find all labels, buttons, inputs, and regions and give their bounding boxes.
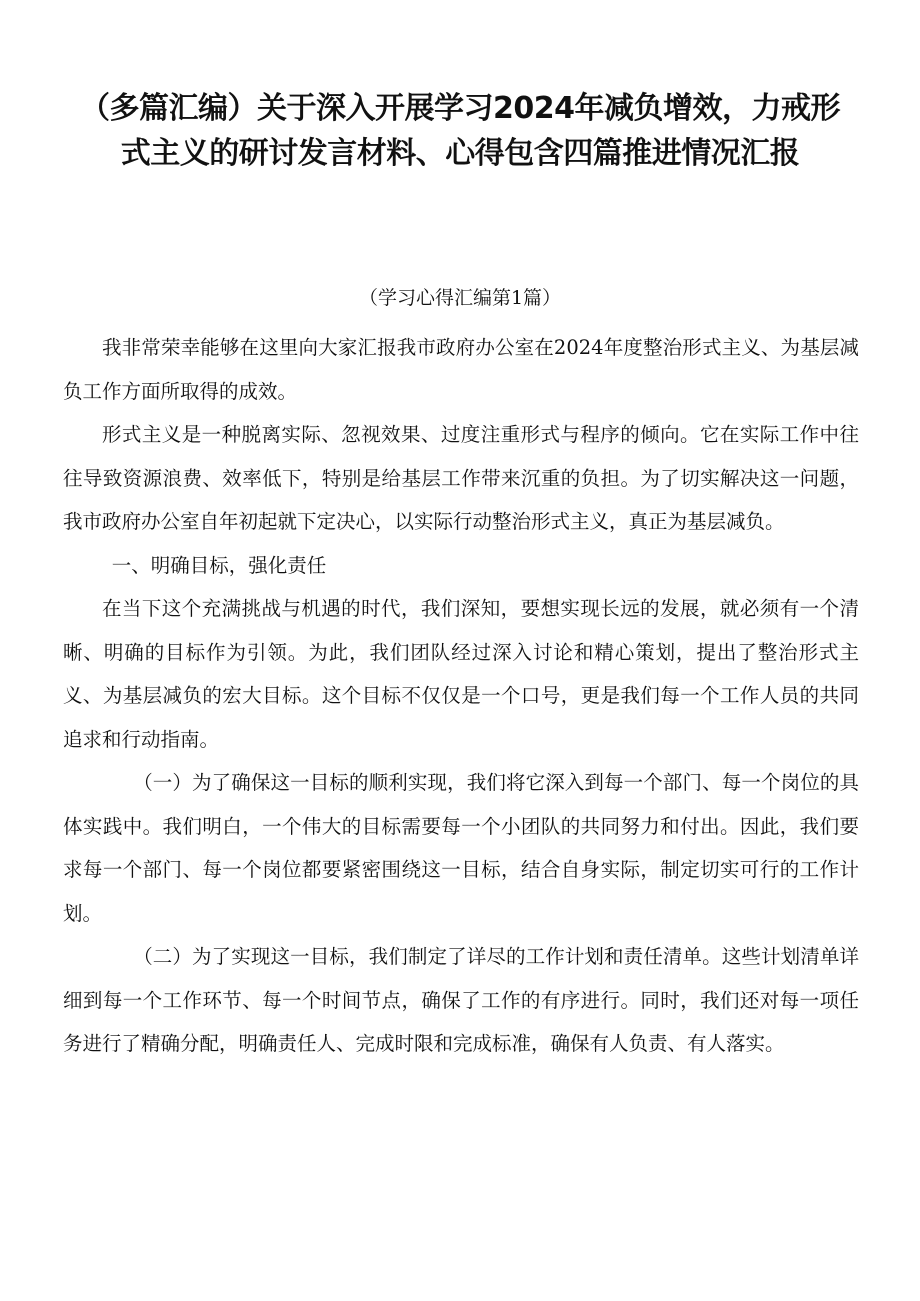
paragraph-point-1: （一）为了确保这一目标的顺利实现，我们将它深入到每一个部门、每一个岗位的具体实践中。我们明白，一个伟大的目标需要每一个小团队的共同努力和付出。因此，我们要求每一个部门、每一个岗位都要紧密围绕这一目标，结合自身实际，制定切实可行的工作计划。 bbox=[63, 771, 859, 925]
document-subtitle: （学习心得汇编第1篇） bbox=[358, 287, 562, 309]
document-body bbox=[63, 326, 859, 1066]
paragraph-point-2: （二）为了实现这一目标，我们制定了详尽的工作计划和责任清单。这些计划清单详细到每一个工作环节、每一个时间节点，确保了工作的有序进行。同时，我们还对每一项任务进行了精确分配，明确责任人、完成时限和完成标准，确保有人负责、有人落实。 bbox=[63, 945, 859, 1055]
paragraph-intro: 我非常荣幸能够在这里向大家汇报我市政府办公室在2024年度整治形式主义、为基层减负工作方面所取得的成效。 bbox=[63, 336, 859, 403]
document-title: （多篇汇编）关于深入开展学习2024年减负增效，力戒形式主义的研讨发言材料、心得包含四篇推进情况汇报 bbox=[80, 91, 840, 171]
paragraph-goal: 在当下这个充满挑战与机遇的时代，我们深知，要想实现长远的发展，就必须有一个清晰、明确的目标作为引领。为此，我们团队经过深入讨论和精心策划，提出了整治形式主义、为基层减负的宏大目标。这个目标不仅仅是一个口号，更是我们每一个工作人员的共同追求和行动指南。 bbox=[63, 597, 859, 751]
section-heading-1: 一、明确目标，强化责任 bbox=[111, 553, 327, 577]
paragraph-formalism: 形式主义是一种脱离实际、忽视效果、过度注重形式与程序的倾向。它在实际工作中往往导致资源浪费、效率低下，特别是给基层工作带来沉重的负担。为了切实解决这一问题，我市政府办公室自年初起就下定决心，以实际行动整治形式主义，真正为基层减负。 bbox=[63, 423, 859, 533]
